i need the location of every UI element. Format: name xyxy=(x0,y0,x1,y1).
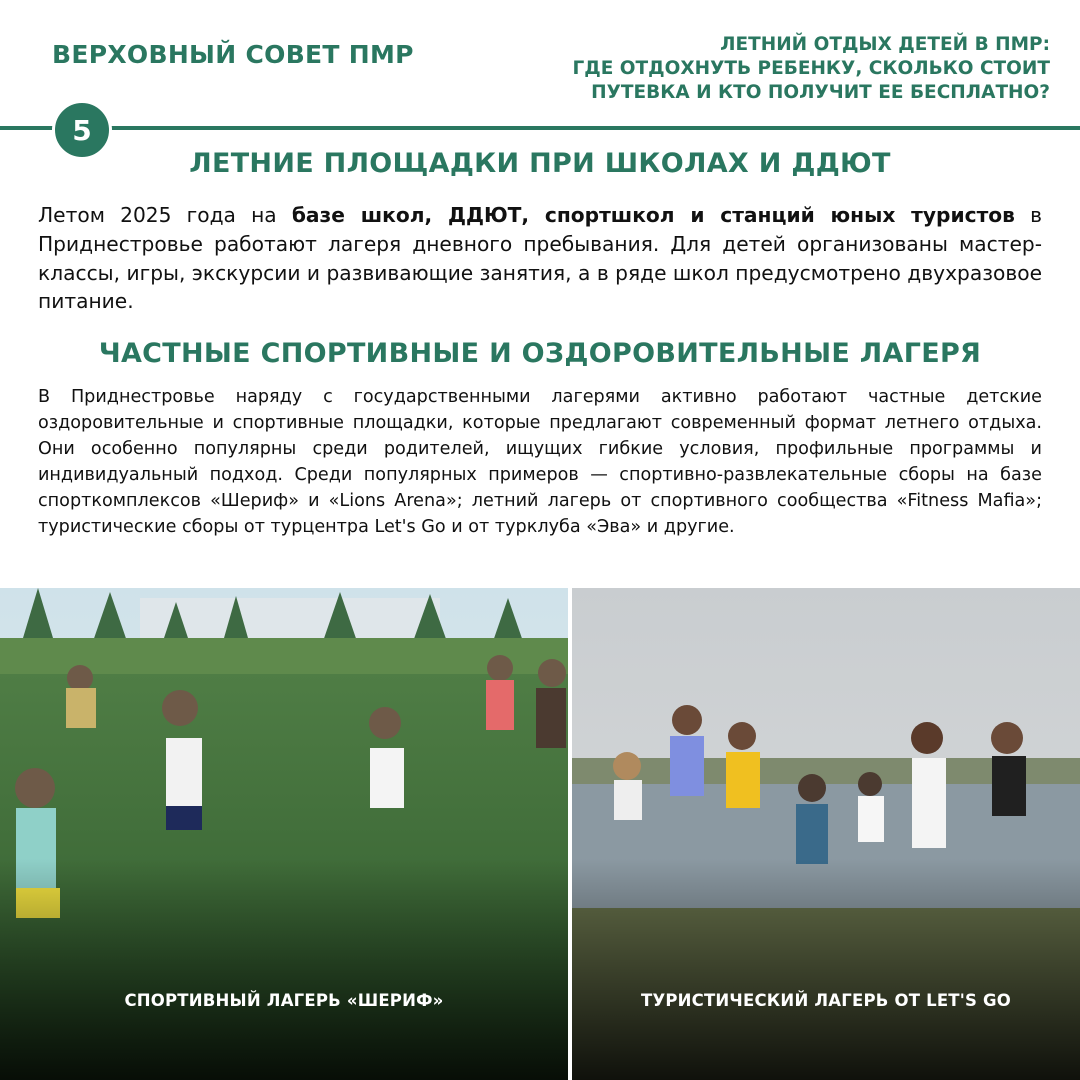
section-text-school-camps xyxy=(38,201,1042,316)
brand-title: ВЕРХОВНЫЙ СОВЕТ ПМР xyxy=(52,40,414,69)
header-divider xyxy=(0,126,1080,130)
header-title-line: ПУТЕВКА И КТО ПОЛУЧИТ ЕЕ БЕСПЛАТНО? xyxy=(591,82,1050,103)
photo-tourist-camp xyxy=(572,588,1080,1080)
text-run: в Приднестровье работают лагеря дневного пребывания. Для детей организованы мастер-классы, игры, экскурсии и развивающие занятия, а в ряде школ предусмотрено двухразовое питание. xyxy=(38,203,1042,314)
section-title-private-camps: ЧАСТНЫЕ СПОРТИВНЫЕ И ОЗДОРОВИТЕЛЬНЫЕ ЛАГЕРЯ xyxy=(98,338,982,369)
text-run: Летом 2025 года на xyxy=(38,203,292,227)
photo-sports-camp xyxy=(0,588,568,1080)
text-bold-run: базе школ, ДДЮТ, спортшкол и станций юных туристов xyxy=(291,203,1015,227)
header-title-line: ГДЕ ОТДОХНУТЬ РЕБЕНКУ, СКОЛЬКО СТОИТ xyxy=(572,58,1050,79)
header-title-line: ЛЕТНИЙ ОТДЫХ ДЕТЕЙ В ПМР: xyxy=(720,34,1050,55)
header-title xyxy=(530,33,1050,105)
photo-caption: ТУРИСТИЧЕСКИЙ ЛАГЕРЬ ОТ LET'S GO xyxy=(640,991,1011,1010)
section-title-school-camps: ЛЕТНИЕ ПЛОЩАДКИ ПРИ ШКОЛАХ И ДДЮТ xyxy=(189,148,891,179)
page-number-badge: 5 xyxy=(52,100,112,160)
section-text-private-camps: В Приднестровье наряду с государственными лагерями активно работают частные детские оздоровительные и спортивные площадки, которые предлагают современный формат летнего отдыха. Они особенно популярны среди родителей, ищущих гибкие условия, профильные программы и индивидуальный подход. Среди популярных примеров — спортивно-развлекательные сборы на базе спорткомплексов «Шериф» и «Lions Arena»; летний лагерь от спортивного сообщества «Fitness Mafia»; туристические сборы от турцентра Let's Go и от турклуба «Эва» и другие. xyxy=(38,387,1042,537)
photo-caption: СПОРТИВНЫЙ ЛАГЕРЬ «ШЕРИФ» xyxy=(124,991,444,1010)
